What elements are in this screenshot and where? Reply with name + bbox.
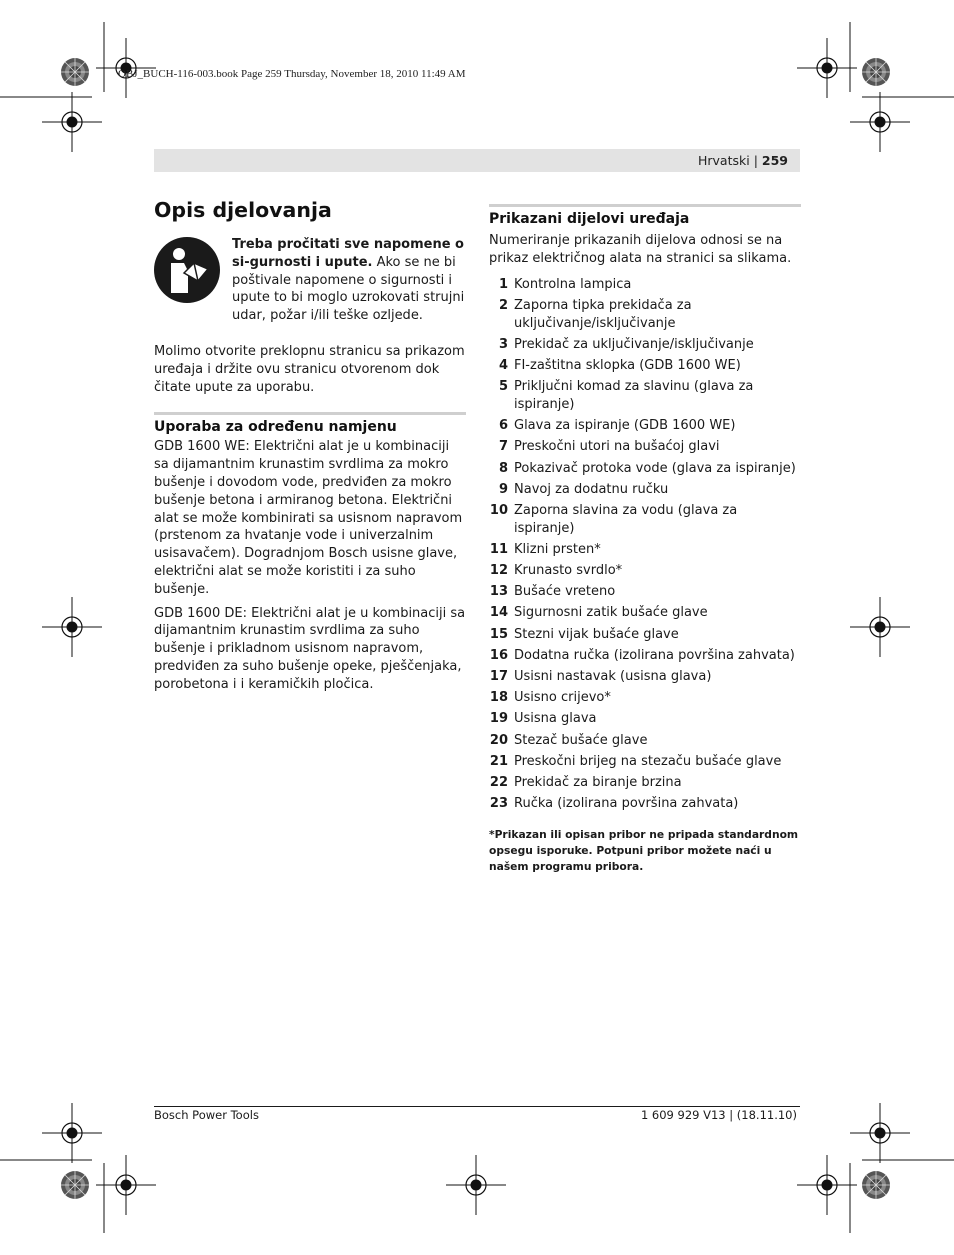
part-number: 11	[489, 541, 508, 557]
part-label: Glava za ispiranje (GDB 1600 WE)	[514, 418, 736, 434]
page-header-bar	[154, 149, 800, 172]
part-number: 21	[489, 753, 508, 769]
parts-list-item	[489, 732, 801, 750]
part-number: 20	[489, 732, 508, 748]
safety-warning	[154, 236, 466, 325]
parts-list-item	[489, 276, 801, 294]
intro-paragraph: Molimo otvorite preklopnu stranicu sa prikazom uređaja i držite ovu stranicu otvorenom dok čitate upute za uporabu.	[154, 343, 465, 395]
footer-rule	[154, 1106, 800, 1107]
part-label: Kontrolna lampica	[514, 276, 632, 292]
page-number: 259	[761, 153, 788, 168]
warning-body: Ako se ne bi poštivale napomene o sigurnosti i upute to bi moglo uzrokovati strujni udar, požar i/ili teške ozljede.	[232, 254, 465, 324]
part-number: 2	[498, 297, 508, 313]
section-rule	[154, 412, 466, 415]
page-title: Opis djelovanja	[154, 198, 332, 222]
parts-list-item	[489, 336, 801, 354]
part-label: Usisni nastavak (usisna glava)	[514, 668, 712, 684]
part-label: Krunasto svrdlo*	[514, 563, 623, 579]
parts-list-item	[489, 562, 801, 580]
part-label: Klizni prsten*	[514, 541, 601, 557]
part-number: 23	[489, 796, 508, 812]
parts-list-item	[489, 774, 801, 792]
parts-list-item	[489, 502, 801, 538]
parts-intro: Numeriranje prikazanih dijelova odnosi se na prikaz električnog alata na stranici sa slikama.	[489, 233, 792, 266]
part-label: Dodatna ručka (izolirana površina zahvata)	[514, 647, 795, 663]
warning-bold: Treba pročitati sve napomene o si-gurnosti i upute.	[232, 237, 464, 270]
read-manual-icon	[154, 237, 220, 303]
part-label: Zaporna tipka prekidača za uključivanje/isključivanje	[514, 297, 692, 331]
part-number: 10	[489, 502, 508, 518]
parts-list-item	[489, 668, 801, 686]
part-number: 8	[498, 460, 508, 476]
part-label: FI-zaštitna sklopka (GDB 1600 WE)	[514, 357, 741, 373]
page-header-label	[698, 153, 788, 168]
part-label: Navoj za dodatnu ručku	[514, 481, 669, 497]
part-number: 19	[489, 711, 508, 727]
part-label: Prekidač za biranje brzina	[514, 774, 682, 790]
parts-list-item	[489, 795, 801, 813]
parts-list-item	[489, 481, 801, 499]
header-separator: |	[753, 153, 758, 168]
part-number: 15	[489, 626, 508, 642]
part-label: Prekidač za uključivanje/isključivanje	[514, 336, 754, 352]
part-label: Usisno crijevo*	[514, 690, 611, 706]
part-number: 17	[489, 668, 508, 684]
part-number: 1	[498, 276, 508, 292]
section-heading-parts: Prikazani dijelovi uređaja	[489, 211, 690, 227]
part-number: 18	[489, 690, 508, 706]
parts-list-item	[489, 710, 801, 728]
part-number: 22	[489, 774, 508, 790]
parts-list-item	[489, 417, 801, 435]
parts-list-item	[489, 583, 801, 601]
left-column	[154, 196, 466, 694]
parts-list	[489, 276, 801, 813]
part-label: Bušaće vreteno	[514, 584, 616, 600]
parts-list-item	[489, 753, 801, 771]
parts-list-item	[489, 460, 801, 478]
part-number: 13	[489, 584, 508, 600]
paragraph-gdb-de: GDB 1600 DE: Električni alat je u kombinaciji sa dijamantnim krunastim svrdlima za suho bušenje i prikladnom usisnom napravom, predviđen za suho bušenje opeke, pješčenjaka, porobetona i i keramičkih pločica.	[154, 605, 466, 692]
parts-list-item	[489, 541, 801, 559]
accessory-note: *Prikazan ili opisan pribor ne pripada standardnom opsegu isporuke. Potpuni pribor možete naći u našem programu pribora.	[489, 827, 799, 873]
paragraph-gdb-we: GDB 1600 WE: Električni alat je u kombinaciji sa dijamantnim krunastim svrdlima za mokro bušenje i dovodom vode, predviđen za mokro bušenje betona i armiranog betona. Električni alat se može kombinirati sa usisnom napravom (prstenom za hvatanje vode i univerzalnim usisavačem). Dogradnjom Bosch usisne glave, električni alat se može koristiti i za suho bušenje.	[154, 439, 463, 597]
part-label: Priključni komad za slavinu (glava za ispiranje)	[514, 379, 754, 412]
parts-list-item	[489, 297, 801, 333]
footer-brand: Bosch Power Tools	[154, 1108, 259, 1122]
part-label: Ručka (izolirana površina zahvata)	[514, 796, 739, 812]
parts-list-item	[489, 604, 801, 622]
part-label: Preskočni utori na bušaćoj glavi	[514, 439, 720, 455]
part-number: 7	[498, 439, 508, 455]
part-label: Zaporna slavina za vodu (glava za ispiranje)	[514, 502, 738, 536]
part-number: 9	[498, 481, 508, 497]
language-label: Hrvatski	[697, 153, 750, 168]
part-label: Sigurnosni zatik bušaće glave	[514, 605, 708, 621]
part-number: 12	[489, 563, 508, 579]
parts-list-item	[489, 438, 801, 456]
part-label: Preskočni brijeg na stezaču bušaće glave	[514, 753, 782, 769]
warning-text	[232, 236, 466, 325]
part-number: 4	[498, 357, 508, 373]
part-number: 14	[489, 605, 508, 621]
part-number: 5	[498, 379, 508, 395]
part-label: Usisna glava	[514, 711, 597, 727]
parts-list-item	[489, 357, 801, 375]
footer-doc-number: 1 609 929 V13 | (18.11.10)	[640, 1108, 797, 1122]
print-header: OBJ_BUCH-116-003.book Page 259 Thursday, November 18, 2010 11:49 AM	[118, 68, 466, 80]
parts-list-item	[489, 647, 801, 665]
part-number: 6	[498, 418, 508, 434]
section-rule	[489, 204, 801, 207]
part-label: Pokazivač protoka vode (glava za ispiranje)	[514, 460, 796, 476]
parts-list-item	[489, 689, 801, 707]
part-label: Stezač bušaće glave	[514, 732, 648, 748]
section-heading-intended-use: Uporaba za određenu namjenu	[154, 419, 397, 436]
part-label: Stezni vijak bušaće glave	[514, 626, 679, 642]
parts-list-item	[489, 378, 801, 414]
parts-list-item	[489, 626, 801, 644]
part-number: 16	[489, 647, 508, 663]
right-column	[489, 196, 801, 874]
part-number: 3	[498, 336, 508, 352]
